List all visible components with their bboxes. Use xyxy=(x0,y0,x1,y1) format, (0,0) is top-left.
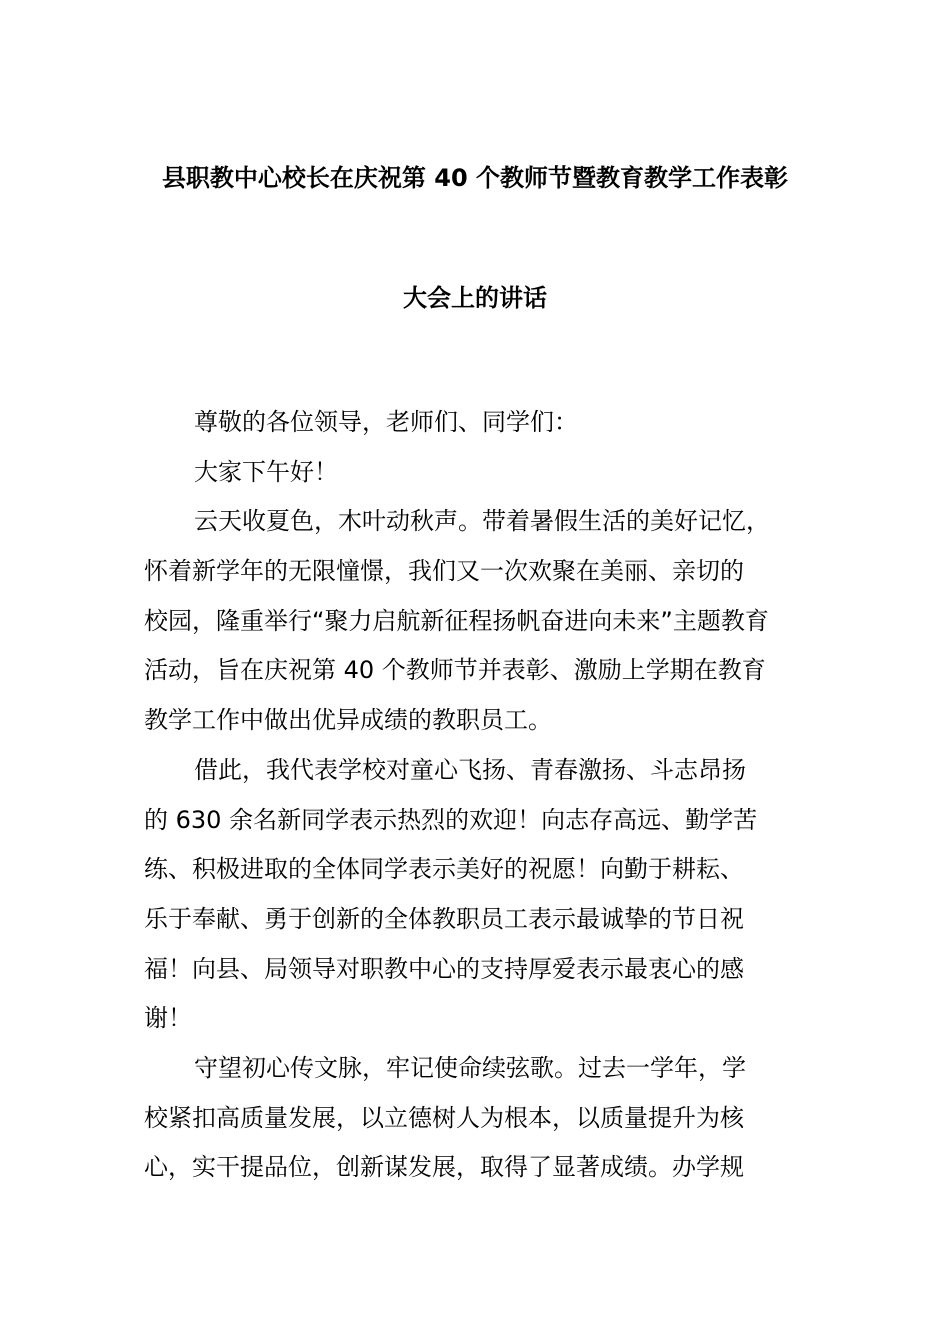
body-line: 福！向县、局领导对职教中心的支持厚爱表示最衷心的感 xyxy=(144,954,744,983)
body-line: 乐于奉献、勇于创新的全体教职员工表示最诚挚的节日祝 xyxy=(144,904,744,933)
body-line: 校紧扣高质量发展，以立德树人为根本，以质量提升为核 xyxy=(144,1103,744,1132)
body-line: 借此，我代表学校对童心飞扬、青春激扬、斗志昂扬 xyxy=(194,755,746,784)
body-line: 练、积极进取的全体同学表示美好的祝愿！向勤于耕耘、 xyxy=(144,855,744,884)
body-line: 的 630 余名新同学表示热烈的欢迎！向志存高远、勤学苦 xyxy=(144,805,758,834)
body-line: 怀着新学年的无限憧憬，我们又一次欢聚在美丽、亲切的 xyxy=(144,557,744,586)
body-line: 活动，旨在庆祝第 40 个教师节并表彰、激励上学期在教育 xyxy=(144,656,766,685)
greeting-line: 大家下午好！ xyxy=(194,457,338,486)
body-line: 云天收夏色，木叶动秋声。带着暑假生活的美好记忆， xyxy=(194,507,770,536)
body-line: 守望初心传文脉，牢记使命续弦歌。过去一学年，学 xyxy=(194,1053,746,1082)
body-line: 教学工作中做出优异成绩的教职员工。 xyxy=(144,706,552,735)
salutation-line: 尊敬的各位领导，老师们、同学们： xyxy=(194,408,578,436)
document-body xyxy=(144,398,814,1193)
body-line: 心，实干提品位，创新谋发展，取得了显著成绩。办学规 xyxy=(144,1153,744,1182)
document-title-line-1: 县职教中心校长在庆祝第 40 个教师节暨教育教学工作表彰 xyxy=(161,164,789,192)
body-line: 校园，隆重举行“聚力启航新征程扬帆奋进向未来”主题教育 xyxy=(144,606,769,635)
body-line: 谢！ xyxy=(144,1004,192,1033)
document-title-line-2: 大会上的讲话 xyxy=(403,284,547,312)
